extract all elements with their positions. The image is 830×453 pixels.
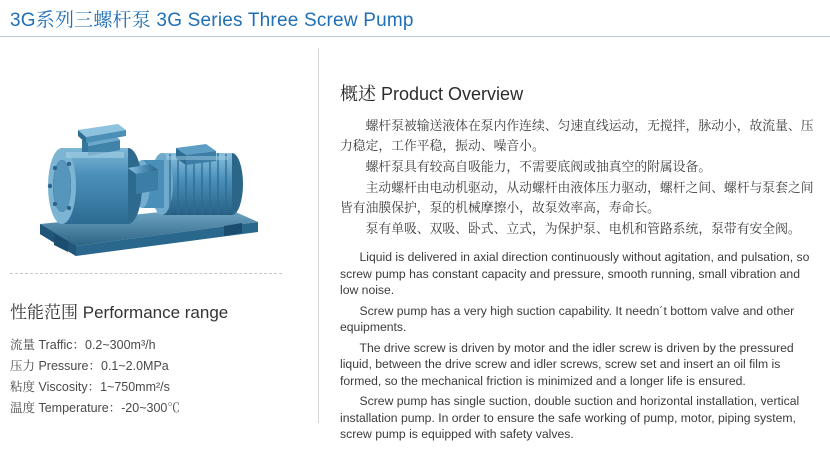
list-item: 压力 Pressure：0.1~2.0MPa — [10, 359, 169, 373]
paragraph: Screw pump has single suction, double suction and horizontal installation, vertical installation pump. In order to ensure the safe working of pump, motor, piping system, screw pump is equipped with safety valves. — [340, 394, 800, 441]
page-header — [0, 0, 830, 38]
product-photo — [10, 48, 282, 274]
performance-range-title-cn: 性能范围 — [10, 303, 78, 322]
performance-range-list — [10, 335, 298, 419]
list-item: 流量 Traffic：0.2~300m³/h — [10, 338, 156, 352]
screw-pump-illustration — [10, 56, 282, 271]
performance-range-title-en: Performance range — [82, 303, 229, 322]
list-item: 粘度 Viscosity：1~750mm²/s — [10, 380, 170, 394]
product-overview-title — [340, 80, 818, 106]
overview-english-text — [340, 249, 818, 443]
right-column — [340, 80, 818, 447]
page-title: 3G系列三螺杆泵 3G Series Three Screw Pump — [10, 10, 414, 31]
header-divider — [0, 36, 830, 37]
paragraph: The drive screw is driven by motor and the idler screw is driven by the pressured liquid, between the drive screw and idler screws, screw set and insert an oil film is formed, so the mechanical friction is minimized and a longer life is ensured. — [340, 340, 794, 388]
paragraph: 主动螺杆由电动机驱动，从动螺杆由液体压力驱动，螺杆之间、螺杆与泵套之间皆有油膜保护，泵的机械摩擦小，故泵效率高，寿命长。 — [340, 180, 814, 215]
paragraph: 螺杆泵具有较高自吸能力，不需要底阀或抽真空的附属设备。 — [365, 159, 712, 174]
paragraph: 螺杆泵被输送液体在泵内作连续、匀速直线运动，无搅拌，脉动小，故流量、压力稳定，工作平稳，振动、噪音小。 — [340, 118, 814, 153]
overview-chinese-text — [340, 116, 818, 239]
performance-range-title — [10, 298, 298, 323]
list-item: 温度 Temperature：-20~300℃ — [10, 401, 180, 415]
paragraph: Liquid is delivered in axial direction continuously without agitation, and pulsation, so screw pump has constant capacity and pressure, smooth running, small vibration and low noise. — [340, 250, 810, 297]
left-column — [10, 48, 298, 419]
product-overview-title-cn: 概述 — [340, 84, 376, 104]
column-divider — [318, 48, 319, 423]
product-overview-title-en: Product Overview — [381, 84, 524, 104]
paragraph: Screw pump has a very high suction capability. It needn´t bottom valve and other equipments. — [340, 303, 795, 334]
paragraph: 泵有单吸、双吸、卧式、立式，为保护泵、电机和管路系统，泵带有安全阀。 — [365, 221, 801, 236]
